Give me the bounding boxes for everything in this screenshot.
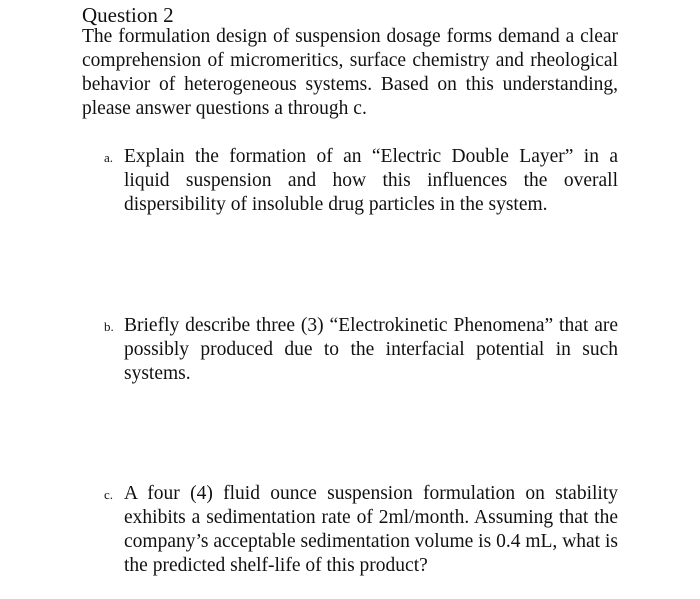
sub-question-text-b: Briefly describe three (3) “Electrokinetic Phenomena” that are possibly produced due to the interfacial potential in such systems. [124,315,618,384]
sub-question-text-a: Explain the formation of an “Electric Double Layer” in a liquid suspension and how this influences the overall dispersibility of insoluble drug particles in the system. [124,146,618,215]
question-heading: Question 2 [82,3,174,27]
sub-question-marker-a: a. [104,150,114,165]
sub-question-c [104,482,618,578]
sub-question-marker-b: b. [104,319,114,334]
sub-question-text-c: A four (4) fluid ounce suspension formulation on stability exhibits a sedimentation rate of 2ml/month. Assuming that the company’s acceptable sedimentation volume is 0.4 mL, what is the predicted shelf-life of this product? [124,483,618,576]
sub-question-a [104,145,618,217]
question-intro: The formulation design of suspension dosage forms demand a clear comprehension of micromeritics, surface chemistry and rheological behavior of heterogeneous systems. Based on this understanding, please answer questions a through c. [82,26,618,119]
sub-question-b [104,314,618,386]
sub-question-marker-c: c. [104,487,114,502]
